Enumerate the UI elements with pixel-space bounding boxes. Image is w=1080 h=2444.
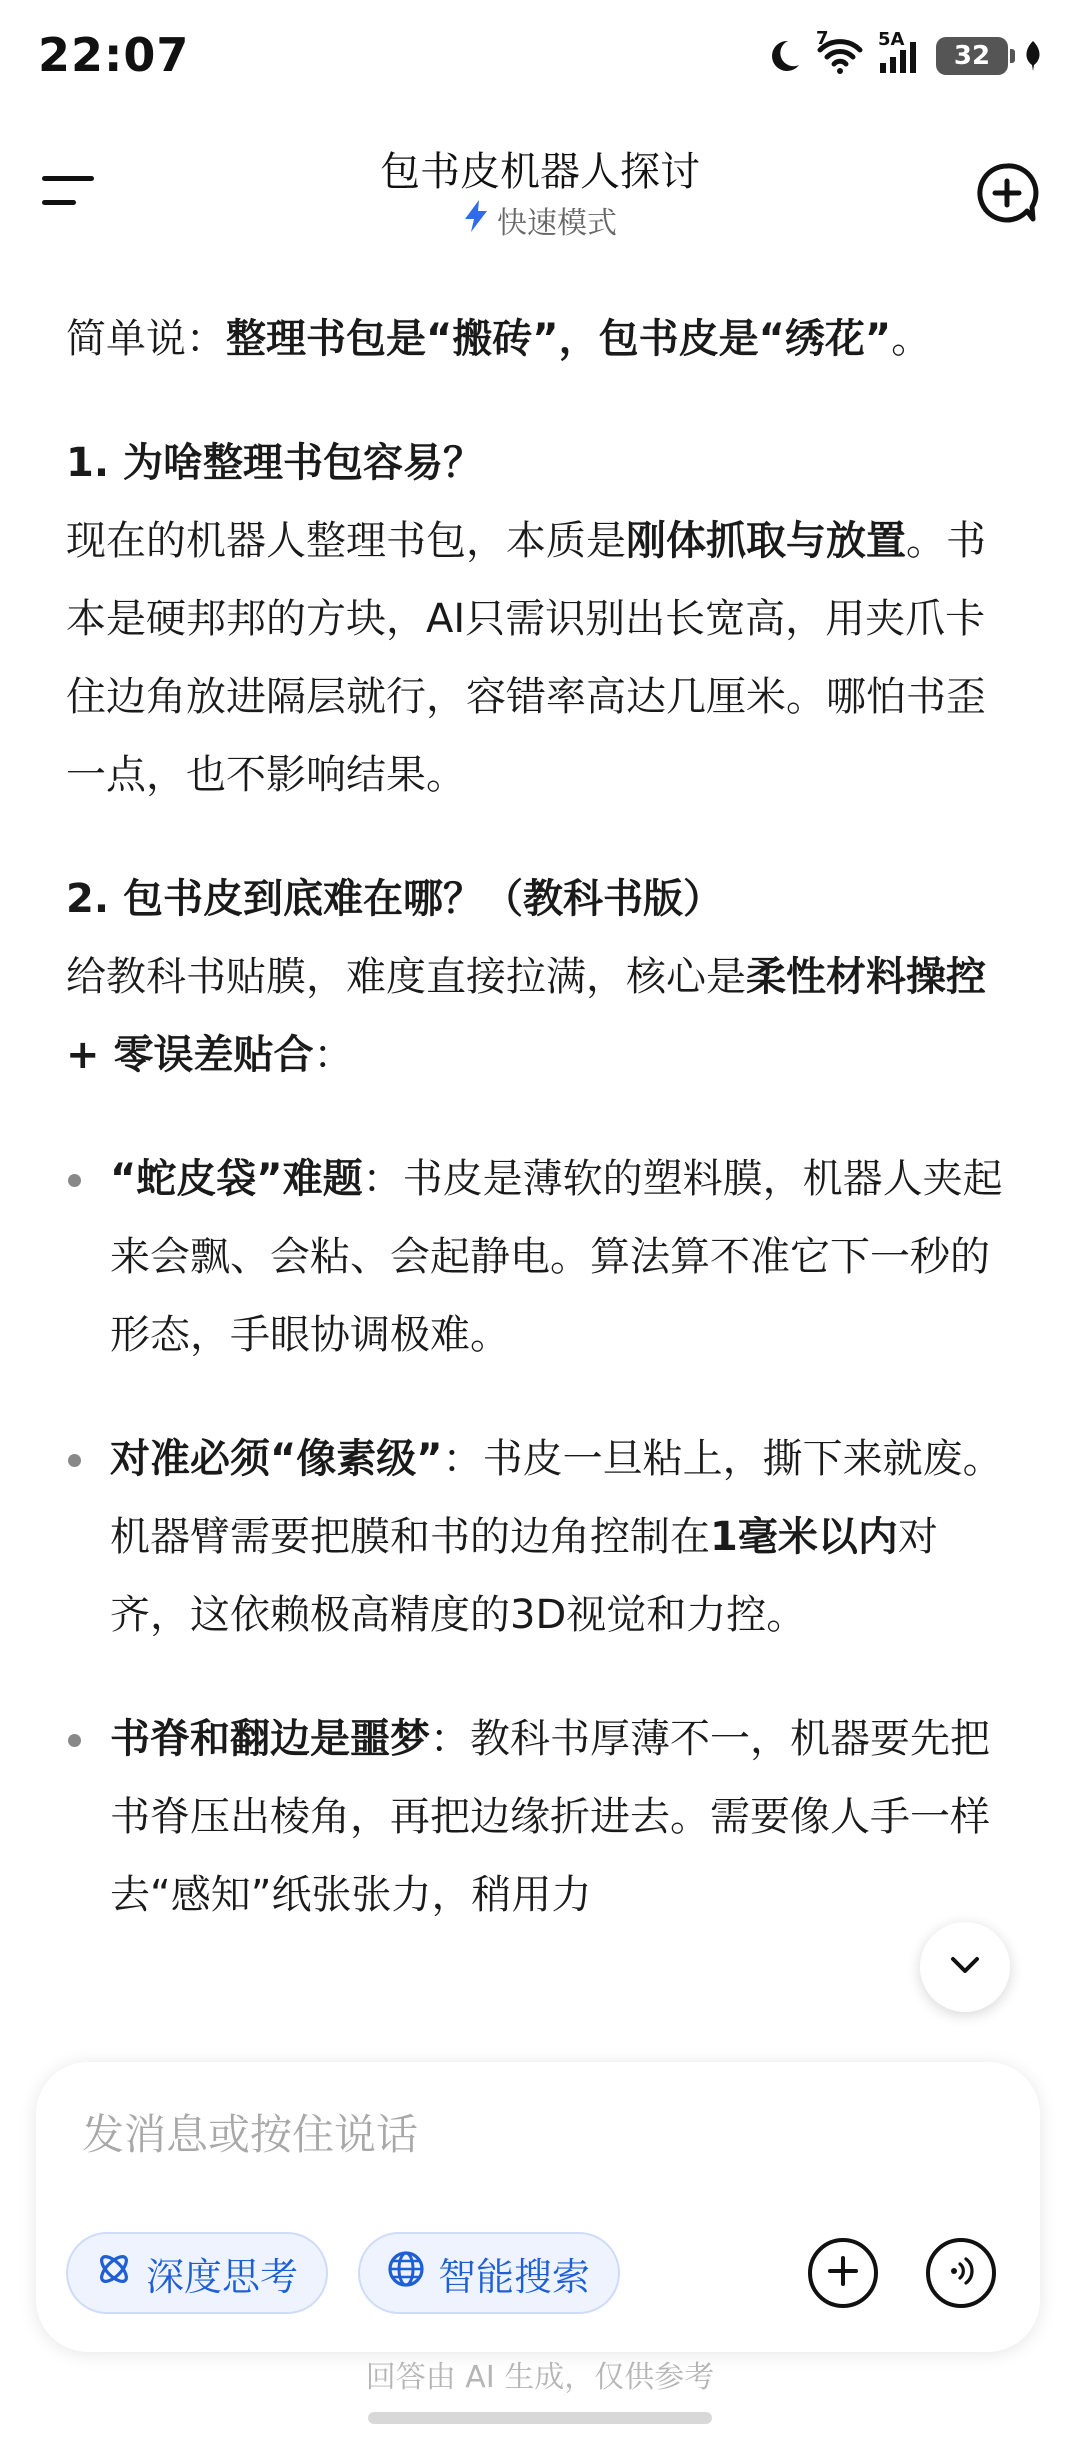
section2-text-b: ：: [313, 1032, 354, 1078]
section1-text-b: 。书本是硬邦邦的方块，AI只需识别出长宽高，用夹爪卡住边角放进隔层就行，容错率高达几厘米。哪怕书歪一点，也不影响结果。: [66, 518, 986, 798]
section1-paragraph: [66, 502, 1016, 814]
voice-wave-icon: [944, 2254, 978, 2292]
message-input[interactable]: 发消息或按住说话: [82, 2110, 419, 2159]
intro-suffix: 。: [891, 316, 932, 362]
bullet-text: 对齐，这依赖极高精度的3D视觉和力控。: [110, 1514, 938, 1638]
scroll-to-bottom-button[interactable]: [920, 1922, 1010, 2012]
bullet-title: 对准必须“像素级”: [110, 1436, 443, 1482]
bullet-text: ：教科书厚薄不一，机器要先把书脊压出棱角，再把边缘折进去。需要像人手一样去“感知”纸张张力，稍用力: [110, 1716, 990, 1918]
section1-text-a: 现在的机器人整理书包，本质是: [66, 518, 626, 564]
mode-indicator[interactable]: [0, 198, 1080, 242]
list-item: [66, 1420, 1016, 1654]
section1-bold: 刚体抓取与放置: [626, 518, 906, 564]
status-time: 22:07: [38, 28, 190, 82]
leaf-icon: [1022, 39, 1044, 73]
section2-bold: 柔性材料操控 + 零误差贴合: [66, 954, 986, 1078]
deep-think-button[interactable]: [66, 2232, 328, 2314]
smart-search-button[interactable]: [358, 2232, 620, 2314]
network-label: 7: [816, 28, 829, 49]
signal-icon: [878, 29, 922, 75]
bullet-title: 书脊和翻边是噩梦: [110, 1716, 430, 1762]
message-composer: [36, 2062, 1040, 2352]
add-attachment-button[interactable]: [808, 2238, 878, 2308]
wifi-icon: [816, 28, 864, 76]
bullet-text: ：书皮是薄软的塑料膜，机器人夹起来会飘、会粘、会起静电。算法算不准它下一秒的形态，手眼协调极难。: [110, 1156, 1003, 1358]
bullet-bold: 1毫米以内: [710, 1514, 898, 1560]
intro-paragraph: [66, 300, 1016, 378]
bullet-text: ：书皮一旦粘上，撕下来就废。机器臂需要把膜和书的边角控制在: [110, 1436, 1003, 1560]
chat-title: 包书皮机器人探讨: [380, 149, 700, 195]
deep-think-label: 深度思考: [146, 2254, 299, 2299]
section1-heading: 1. 为啥整理书包容易？: [66, 440, 483, 486]
chevron-down-icon: [947, 1953, 983, 1981]
status-icons: [766, 28, 1044, 80]
intro-prefix: 简单说：: [66, 316, 226, 362]
ai-disclaimer: 回答由 AI 生成，仅供参考: [365, 2360, 715, 2395]
lightning-icon: [463, 199, 489, 241]
bullet-title: “蛇皮袋”难题: [110, 1156, 363, 1202]
intro-bold: 整理书包是“搬砖”，包书皮是“绣花”: [226, 316, 892, 362]
plus-icon: [826, 2254, 860, 2292]
moon-icon: [766, 38, 802, 74]
globe-icon: [386, 2249, 426, 2298]
smart-search-label: 智能搜索: [438, 2254, 591, 2299]
list-item: [66, 1140, 1016, 1374]
atom-icon: [94, 2249, 134, 2298]
list-item: [66, 1700, 1016, 1934]
mode-label: 快速模式: [497, 206, 617, 241]
new-chat-icon[interactable]: [974, 160, 1040, 226]
voice-input-button[interactable]: [926, 2238, 996, 2308]
battery-icon: 32: [936, 37, 1008, 75]
signal-label: 5A: [878, 29, 905, 50]
status-bar: [0, 0, 1080, 110]
home-indicator[interactable]: [368, 2412, 712, 2424]
section2-heading: 2. 包书皮到底难在哪？（教科书版）: [66, 876, 723, 922]
assistant-message: [66, 300, 1016, 1980]
chat-header: [0, 120, 1080, 250]
section2-paragraph: [66, 938, 1016, 1094]
section2-text-a: 给教科书贴膜，难度直接拉满，核心是: [66, 954, 746, 1000]
